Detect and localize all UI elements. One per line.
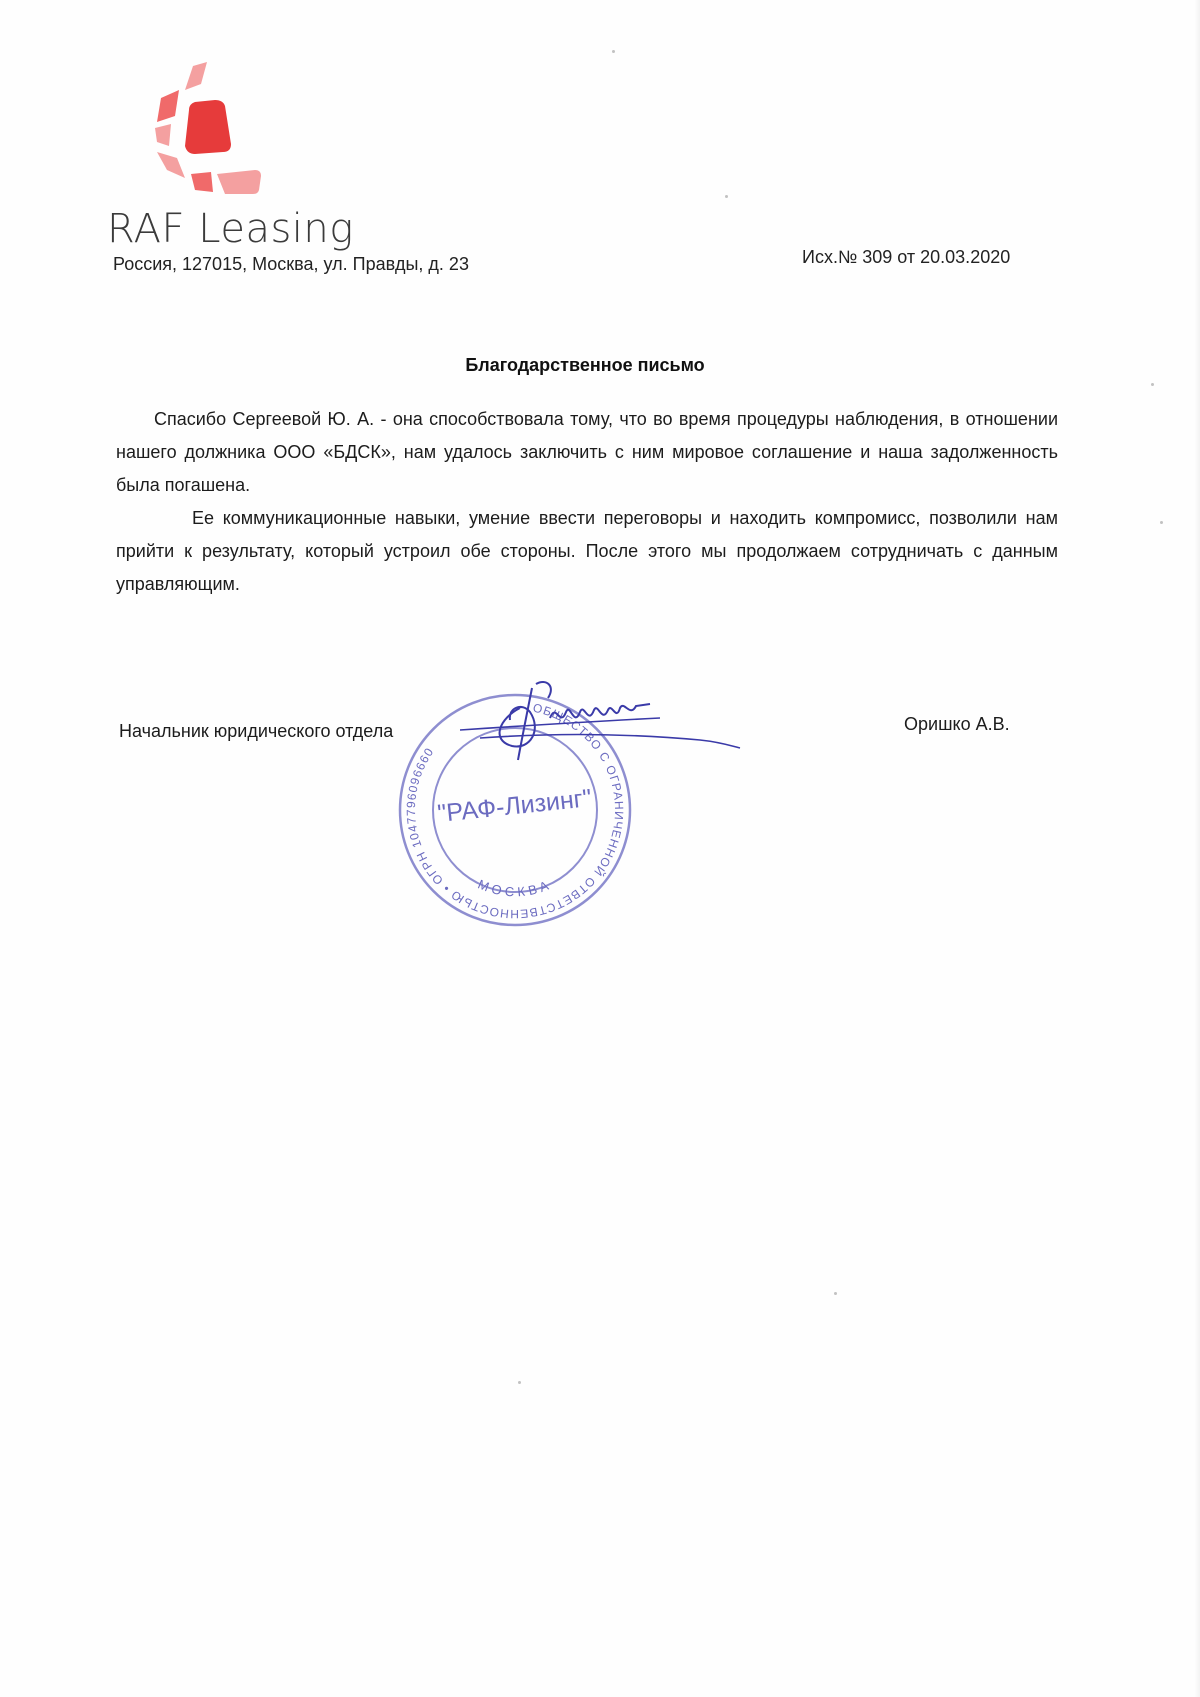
signatory-position: Начальник юридического отдела: [119, 721, 394, 741]
svg-text:МОСКВА: [476, 876, 555, 899]
letter-body: [116, 403, 1058, 601]
paragraph: Спасибо Сергеевой Ю. А. - она способствовала тому, что во время процедуры наблюдения, в отношении нашего должника ООО «БДСК», нам удалось заключить с ним мировое соглашение и наша задолженность была погашена.: [116, 409, 1058, 495]
handwritten-signature: [460, 668, 750, 778]
paragraph: Ее коммуникационные навыки, умение ввести переговоры и находить компромисс, позволили нам прийти к результату, который устроил обе стороны. После этого мы продолжаем сотрудничать с данным управляющим.: [116, 508, 1058, 594]
scan-speck: [1151, 383, 1154, 386]
company-address: Россия, 127015, Москва, ул. Правды, д. 23: [113, 254, 469, 274]
raf-leasing-logo-icon: [155, 62, 285, 202]
scan-speck: [725, 195, 728, 198]
company-name: RAF Leasing: [107, 206, 354, 252]
scan-edge: [1194, 0, 1200, 1697]
stamp-bottom-text: МОСКВА: [475, 876, 555, 900]
outgoing-reference: Исх.№ 309 от 20.03.2020: [802, 247, 1011, 267]
scan-speck: [1160, 521, 1163, 524]
scan-speck: [612, 50, 615, 53]
scan-speck: [834, 1292, 837, 1295]
scan-speck: [518, 1381, 521, 1384]
stamp-center-text: "РАФ-Лизинг": [436, 784, 593, 829]
stamp-outer-text: ОБЩЕСТВО С ОГРАНИЧЕННОЙ ОТВЕТСТВЕННОСТЬЮ • ОГРН 1047796096660: [403, 700, 627, 922]
signatory-name: Оришко А.В.: [904, 714, 1010, 734]
letter-title: Благодарственное письмо: [465, 355, 705, 375]
